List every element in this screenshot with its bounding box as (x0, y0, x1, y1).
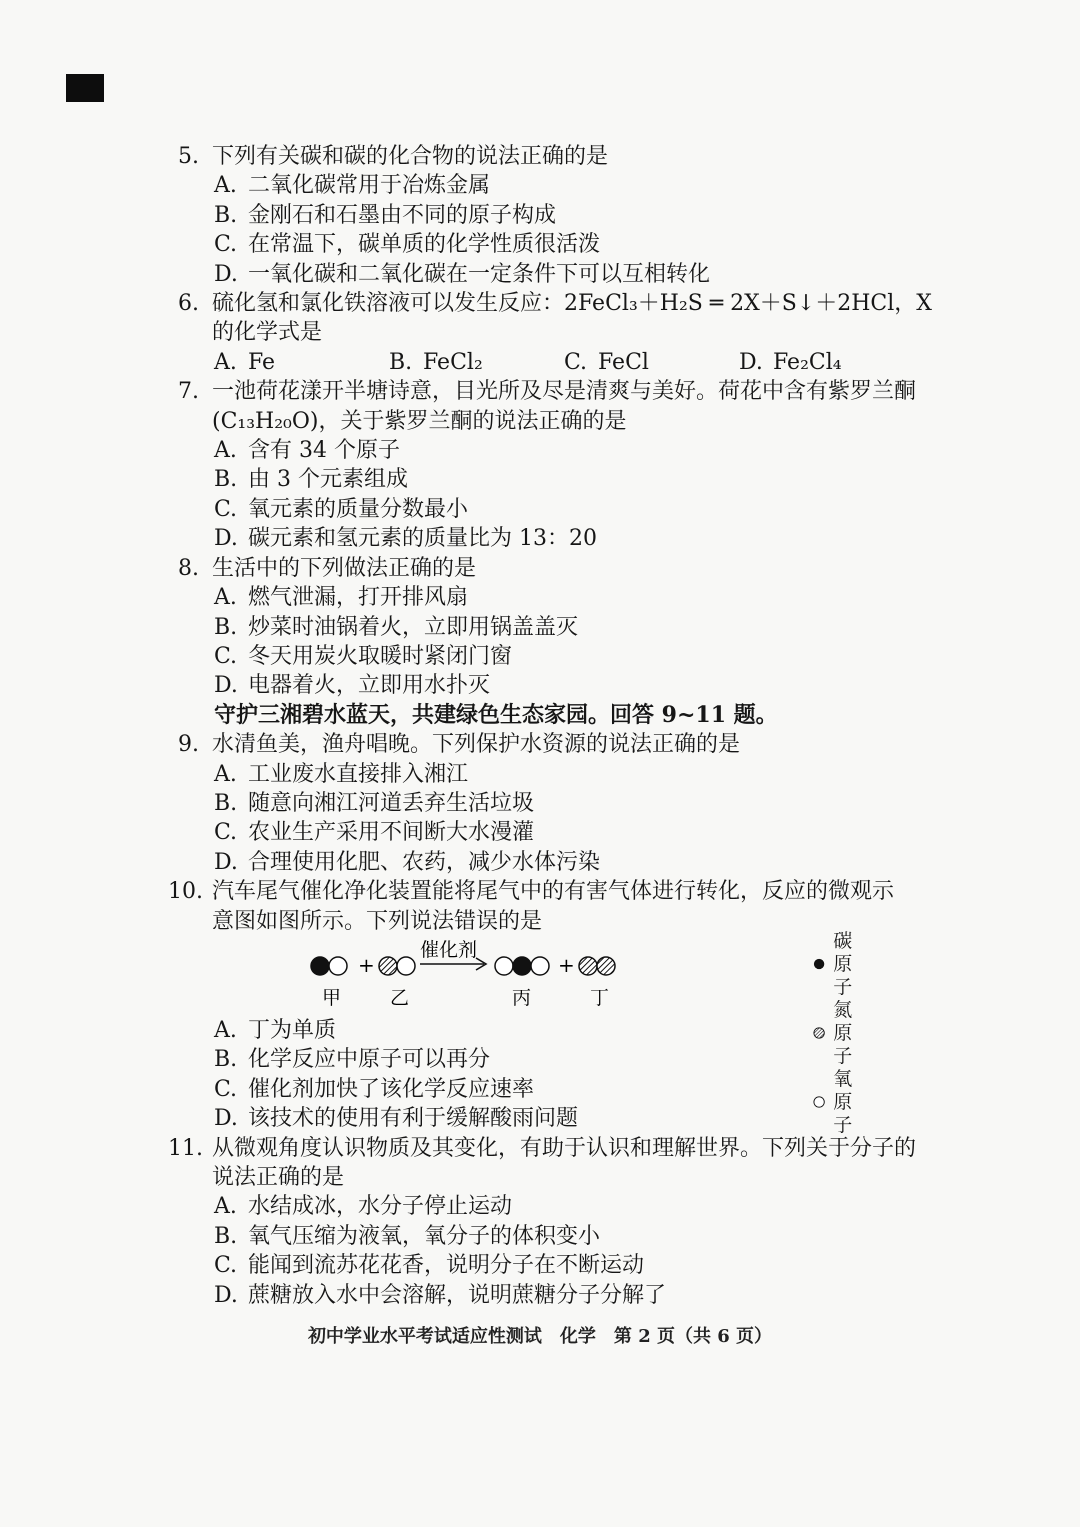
option-8d: D. 电器着火，立即用水扑灭 (214, 673, 491, 699)
question-8 (178, 554, 938, 583)
option-9a: A. 工业废水直接排入湘江 (214, 761, 469, 787)
carbon-atom-icon (813, 954, 825, 974)
atom-legend (813, 930, 868, 1137)
option-7d: D. 碳元素和氢元素的质量比为 13：20 (214, 526, 597, 552)
nitrogen-atom-icon (813, 1023, 825, 1043)
label-ding: 丁 (590, 986, 610, 1009)
option-8a: A. 燃气泄漏，打开排风扇 (214, 585, 469, 611)
question-stem-line1: 一池荷花漾开半塘诗意，目光所及尽是清爽与美好。荷花中含有紫罗兰酮 (212, 379, 917, 405)
legend-oxygen: 氧原子 (813, 1068, 868, 1137)
option-10c: C. 催化剂加快了该化学反应速率 (214, 1076, 535, 1102)
option-11d: D. 蔗糖放入水中会溶解，说明蔗糖分子分解了 (214, 1282, 667, 1308)
question-11 (168, 1134, 938, 1193)
option-6d: D. Fe₂Cl₄ (739, 349, 842, 375)
option-11a: A. 水结成冰，水分子停止运动 (214, 1194, 513, 1220)
option-7a: A. 含有 34 个原子 (214, 438, 400, 464)
option-6a: A. Fe (214, 349, 276, 375)
option-6b: B. FeCl₂ (389, 349, 483, 375)
question-7 (178, 377, 938, 436)
options-6 (178, 348, 938, 377)
molecule-ding (579, 957, 615, 975)
label-yi: 乙 (390, 986, 410, 1009)
question-number: 5. (178, 144, 199, 169)
question-stem-line1: 硫化氢和氯化铁溶液可以发生反应：2FeCl₃＋H₂S ═ 2X＋S↓＋2HCl，X (212, 291, 932, 317)
option-8c: C. 冬天用炭火取暖时紧闭门窗 (214, 643, 513, 669)
molecule-yi (379, 957, 415, 975)
option-9b: B. 随意向湘江河道丢弃生活垃圾 (214, 790, 535, 816)
question-9 (178, 730, 938, 759)
legend-carbon: 碳原子 (813, 930, 868, 999)
option-11c: C. 能闻到流苏花花香，说明分子在不断运动 (214, 1253, 645, 1279)
label-bing: 丙 (512, 986, 532, 1009)
legend-nitrogen: 氮原子 (813, 999, 868, 1068)
option-10d: D. 该技术的使用有利于缓解酸雨问题 (214, 1106, 579, 1132)
question-number: 10. (168, 879, 203, 905)
question-stem: 下列有关碳和碳的化合物的说法正确的是 (212, 144, 609, 169)
molecule-jia (311, 957, 347, 975)
question-number: 8. (178, 555, 199, 581)
option-10a: A. 丁为单质 (214, 1017, 337, 1043)
plus-sign-2: + (558, 952, 575, 977)
question-stem-line2: (C₁₃H₂₀O)，关于紫罗兰酮的说法正确的是 (212, 408, 627, 434)
plus-sign-1: + (358, 952, 375, 977)
option-10b: B. 化学反应中原子可以再分 (214, 1047, 491, 1073)
question-stem-line1: 汽车尾气催化净化装置能将尾气中的有害气体进行转化，反应的微观示 (212, 879, 895, 905)
option-7b: B. 由 3 个元素组成 (214, 467, 408, 493)
question-stem-line2: 的化学式是 (212, 320, 323, 346)
option-5c: C. 在常温下，碳单质的化学性质很活泼 (214, 232, 601, 258)
label-jia: 甲 (322, 986, 342, 1009)
page-footer: 初中学业水平考试适应性测试 化学 第 2 页（共 6 页） (307, 1326, 773, 1347)
reaction-scheme (308, 936, 788, 1016)
question-list (168, 142, 938, 1310)
oxygen-atom-icon (813, 1092, 825, 1112)
question-number: 7. (178, 379, 199, 405)
option-9d: D. 合理使用化肥、农药，减少水体污染 (214, 849, 601, 875)
corner-registration-mark (66, 74, 104, 102)
question-stem: 生活中的下列做法正确的是 (212, 555, 477, 581)
question-stem-line2: 意图如图所示。下列说法错误的是 (212, 908, 543, 934)
option-5d: D. 一氧化碳和二氧化碳在一定条件下可以互相转化 (214, 261, 711, 287)
question-5 (178, 142, 938, 171)
catalyst-label: 催化剂 (420, 938, 478, 961)
option-11b: B. 氧气压缩为液氧，氧分子的体积变小 (214, 1223, 601, 1249)
option-6c: C. FeCl (564, 349, 649, 375)
question-stem: 水清鱼美，渔舟唱晚。下列保护水资源的说法正确的是 (212, 732, 741, 758)
question-6 (178, 289, 938, 348)
question-number: 6. (178, 291, 199, 317)
molecule-bing (495, 957, 549, 975)
section-note: 守护三湘碧水蓝天，共建绿色生态家园。回答 9~11 题。 (214, 701, 778, 728)
option-8b: B. 炒菜时油锅着火，立即用锅盖盖灭 (214, 614, 579, 640)
question-stem-line1: 从微观角度认识物质及其变化，有助于认识和理解世界。下列关于分子的 (212, 1135, 917, 1161)
option-9c: C. 农业生产采用不间断大水漫灌 (214, 820, 535, 846)
question-number: 11. (168, 1135, 203, 1161)
option-5a: A. 二氧化碳常用于冶炼金属 (214, 173, 491, 199)
question-stem-line2: 说法正确的是 (212, 1165, 345, 1190)
question-10 (168, 877, 938, 936)
option-5b: B. 金刚石和石墨由不同的原子构成 (214, 202, 557, 228)
question-number: 9. (178, 732, 199, 758)
option-7c: C. 氧元素的质量分数最小 (214, 496, 469, 522)
